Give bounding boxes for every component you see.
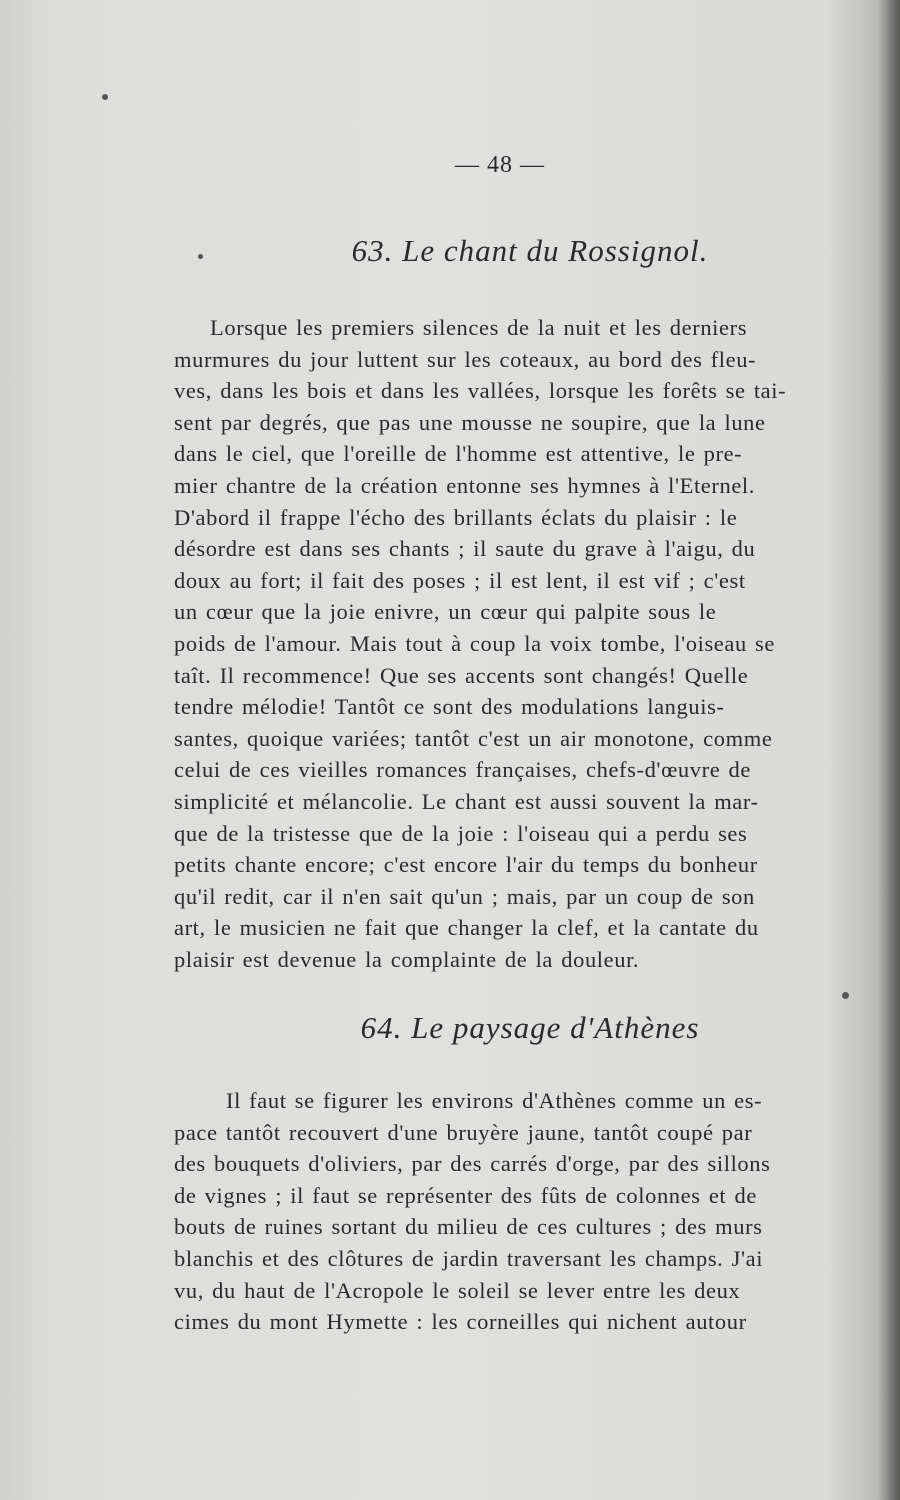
page-number: — 48 — bbox=[455, 152, 545, 178]
text-line: doux au fort; il fait des poses ; il est lent, il est vif ; c'est bbox=[174, 567, 746, 593]
text-line: Lorsque les premiers silences de la nuit et les derniers bbox=[210, 315, 748, 340]
text-line: vu, du haut de l'Acropole le soleil se lever entre les deux bbox=[174, 1277, 741, 1303]
text-line: pace tantôt recouvert d'une bruyère jaune, tantôt coupé par bbox=[174, 1119, 753, 1145]
paper-speck bbox=[102, 94, 108, 100]
text-line: sent par degrés, que pas une mousse ne soupire, que la lune bbox=[174, 409, 766, 435]
text-line: des bouquets d'oliviers, par des carrés d'orge, par des sillons bbox=[174, 1151, 771, 1177]
text-line: tendre mélodie! Tantôt ce sont des modulations languis- bbox=[174, 694, 725, 720]
section-63-body bbox=[174, 312, 879, 975]
text-line: celui de ces vieilles romances françaises, chefs-d'œuvre de bbox=[174, 757, 751, 783]
text-line: désordre est dans ses chants ; il saute du grave à l'aigu, du bbox=[174, 536, 756, 562]
text-line: plaisir est devenue la complainte de la douleur. bbox=[174, 946, 640, 972]
text-line: taît. Il recommence! Que ses accents sont changés! Quelle bbox=[174, 662, 749, 688]
text-line: simplicité et mélancolie. Le chant est aussi souvent la mar- bbox=[174, 788, 759, 814]
text-line: dans le ciel, que l'oreille de l'homme est attentive, le pre- bbox=[174, 441, 743, 467]
paper-speck bbox=[842, 992, 849, 999]
text-line: blanchis et des clôtures de jardin traversant les champs. J'ai bbox=[174, 1245, 764, 1271]
text-line: D'abord il frappe l'écho des brillants éclats du plaisir : le bbox=[174, 504, 738, 530]
text-line: ves, dans les bois et dans les vallées, lorsque les forêts se tai- bbox=[174, 378, 787, 404]
text-line: santes, quoique variées; tantôt c'est un air monotone, comme bbox=[174, 725, 773, 751]
section-64-body bbox=[174, 1085, 879, 1338]
text-line: poids de l'amour. Mais tout à coup la voix tombe, l'oiseau se bbox=[174, 630, 775, 656]
text-line: petits chante encore; c'est encore l'air du temps du bonheur bbox=[174, 852, 758, 878]
book-spine-shadow bbox=[878, 0, 900, 1500]
text-line: un cœur que la joie enivre, un cœur qui palpite sous le bbox=[174, 599, 717, 625]
text-line: mier chantre de la création entonne ses hymnes à l'Eternel. bbox=[174, 472, 755, 498]
text-line: que de la tristesse que de la joie : l'oiseau qui a perdu ses bbox=[174, 820, 748, 846]
text-line: qu'il redit, car il n'en sait qu'un ; mais, par un coup de son bbox=[174, 883, 755, 909]
text-line: art, le musicien ne fait que changer la clef, et la cantate du bbox=[174, 915, 759, 941]
section-title-63: 63. Le chant du Rossignol. bbox=[351, 233, 709, 268]
text-line: cimes du mont Hymette : les corneilles qui nichent autour bbox=[174, 1309, 747, 1335]
text-line: Il faut se figurer les environs d'Athènes comme un es- bbox=[226, 1088, 763, 1113]
section-title-64: 64. Le paysage d'Athènes bbox=[360, 1010, 700, 1045]
text-line: bouts de ruines sortant du milieu de ces cultures ; des murs bbox=[174, 1214, 763, 1240]
text-line: de vignes ; il faut se représenter des fûts de colonnes et de bbox=[174, 1182, 757, 1208]
text-line: murmures du jour luttent sur les coteaux, au bord des fleu- bbox=[174, 346, 757, 372]
